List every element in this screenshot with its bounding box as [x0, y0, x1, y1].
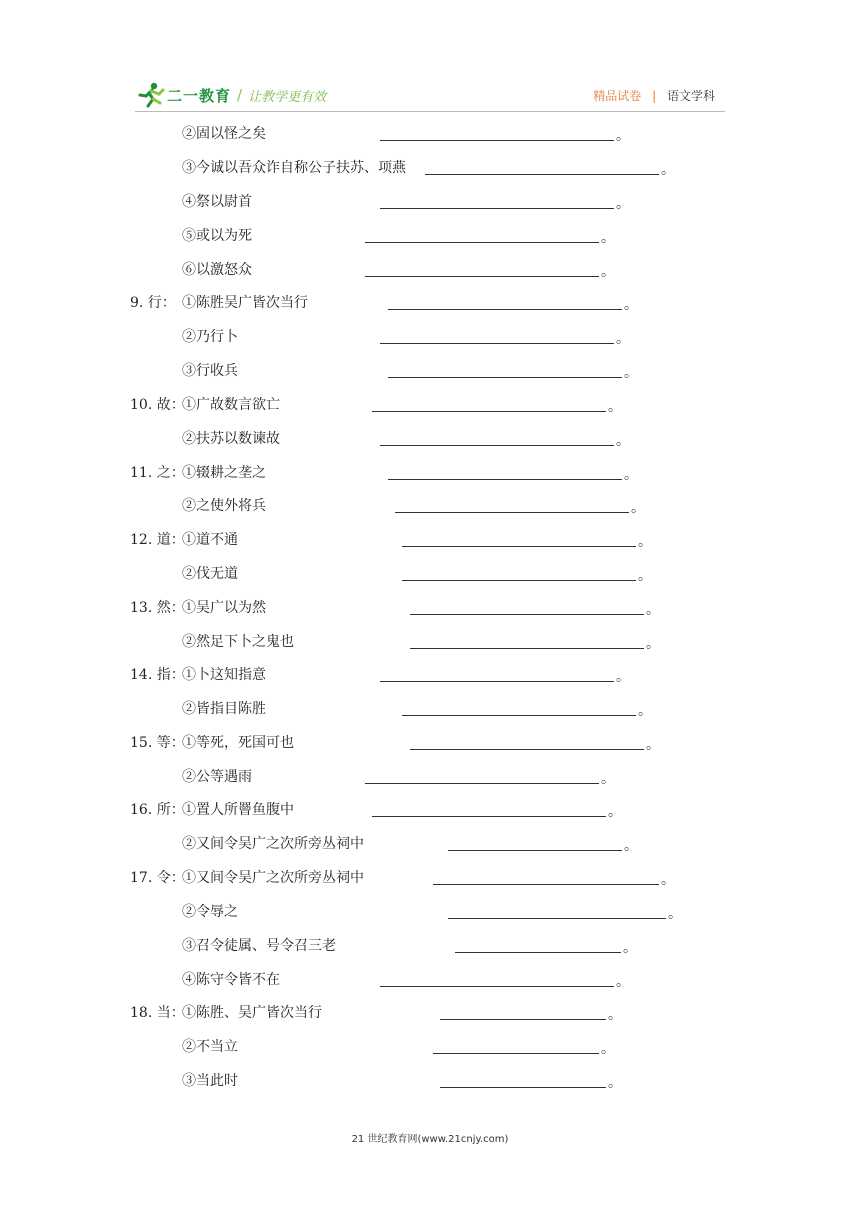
question-number: 13. 然：	[130, 600, 185, 616]
end-mark: 。	[638, 534, 652, 550]
answer-blank[interactable]	[365, 276, 599, 277]
answer-blank[interactable]	[433, 1053, 599, 1054]
question-item: ⑤或以为死	[182, 228, 252, 244]
question-item: ④祭以尉首	[182, 194, 252, 210]
end-mark: 。	[624, 467, 638, 483]
answer-blank[interactable]	[402, 715, 636, 716]
question-number: 18. 当：	[130, 1005, 185, 1021]
question-item: ①陈胜、吴广皆次当行	[182, 1005, 322, 1021]
end-mark: 。	[624, 297, 638, 313]
question-number: 10. 故：	[130, 397, 185, 413]
answer-blank[interactable]	[448, 918, 666, 919]
question-item: ⑥以激怒众	[182, 262, 252, 278]
end-mark: 。	[646, 636, 660, 652]
question-number: 15. 等：	[130, 735, 185, 751]
end-mark: 。	[646, 737, 660, 753]
logo-slash: /	[237, 86, 243, 104]
question-number: 14. 指：	[130, 667, 185, 683]
answer-blank[interactable]	[440, 1087, 606, 1088]
answer-blank[interactable]	[425, 174, 659, 175]
end-mark: 。	[624, 365, 638, 381]
answer-blank[interactable]	[395, 512, 629, 513]
question-number: 17. 令：	[130, 870, 185, 886]
logo-text: 二一教育	[167, 86, 232, 105]
question-item: ②固以怪之矣	[182, 126, 266, 142]
end-mark: 。	[601, 771, 615, 787]
answer-blank[interactable]	[388, 309, 622, 310]
question-item: ②乃行卜	[182, 329, 238, 345]
question-item: ②公等遇雨	[182, 769, 252, 785]
answer-blank[interactable]	[410, 648, 644, 649]
question-item: ②不当立	[182, 1039, 238, 1055]
end-mark: 。	[661, 872, 675, 888]
answer-blank[interactable]	[365, 783, 599, 784]
end-mark: 。	[601, 264, 615, 280]
answer-blank[interactable]	[455, 952, 621, 953]
subject-label: 语文学科	[666, 89, 715, 103]
question-item: ③行收兵	[182, 363, 238, 379]
question-item: ①陈胜吴广皆次当行	[182, 295, 308, 311]
answer-blank[interactable]	[410, 749, 644, 750]
answer-blank[interactable]	[388, 479, 622, 480]
answer-blank[interactable]	[372, 411, 606, 412]
paper-tag: 精品试卷	[593, 89, 642, 103]
end-mark: 。	[616, 128, 630, 144]
end-mark: 。	[616, 433, 630, 449]
question-item: ②又间令吴广之次所旁丛祠中	[182, 836, 364, 852]
end-mark: 。	[624, 838, 638, 854]
question-item: ①道不通	[182, 532, 238, 548]
answer-blank[interactable]	[380, 140, 614, 141]
question-item: ②伐无道	[182, 566, 238, 582]
end-mark: 。	[646, 602, 660, 618]
answer-blank[interactable]	[365, 242, 599, 243]
question-item: ①辍耕之垄之	[182, 465, 266, 481]
answer-blank[interactable]	[380, 208, 614, 209]
question-item: ①广故数言欲亡	[182, 397, 280, 413]
answer-blank[interactable]	[448, 850, 622, 851]
question-item: ①卜这知指意	[182, 667, 266, 683]
question-item: ②皆指目陈胜	[182, 701, 266, 717]
end-mark: 。	[601, 230, 615, 246]
question-item: ②之使外将兵	[182, 498, 266, 514]
answer-blank[interactable]	[380, 445, 614, 446]
question-item: ①又间令吴广之次所旁丛祠中	[182, 870, 364, 886]
question-number: 11. 之：	[130, 465, 185, 481]
end-mark: 。	[608, 1075, 622, 1091]
header-separator: |	[652, 89, 657, 103]
end-mark: 。	[661, 162, 675, 178]
end-mark: 。	[616, 669, 630, 685]
page-footer: 21 世纪教育网(www.21cnjy.com)	[351, 1134, 509, 1145]
question-item: ①吴广以为然	[182, 600, 266, 616]
end-mark: 。	[608, 399, 622, 415]
logo-slogan: 让教学更有效	[248, 89, 327, 105]
question-item: ③今诚以吾众诈自称公子扶苏、项燕	[182, 160, 406, 176]
answer-blank[interactable]	[380, 681, 614, 682]
question-item: ②然足下卜之鬼也	[182, 634, 294, 650]
answer-blank[interactable]	[433, 884, 659, 885]
end-mark: 。	[616, 974, 630, 990]
end-mark: 。	[608, 1007, 622, 1023]
end-mark: 。	[623, 940, 637, 956]
question-item: ④陈守令皆不在	[182, 972, 280, 988]
question-item: ②令辱之	[182, 904, 238, 920]
end-mark: 。	[668, 906, 682, 922]
answer-blank[interactable]	[402, 580, 636, 581]
question-number: 9. 行：	[130, 295, 176, 311]
answer-blank[interactable]	[410, 614, 644, 615]
end-mark: 。	[616, 196, 630, 212]
question-item: ③当此时	[182, 1073, 238, 1089]
question-item: ①置人所罾鱼腹中	[182, 802, 294, 818]
answer-blank[interactable]	[440, 1019, 606, 1020]
question-item: ③召令徒属、号令召三老	[182, 938, 336, 954]
end-mark: 。	[608, 804, 622, 820]
end-mark: 。	[638, 568, 652, 584]
answer-blank[interactable]	[380, 986, 614, 987]
answer-blank[interactable]	[388, 377, 622, 378]
question-item: ②扶苏以数谏故	[182, 431, 280, 447]
answer-blank[interactable]	[372, 816, 606, 817]
answer-blank[interactable]	[380, 343, 614, 344]
answer-blank[interactable]	[402, 546, 636, 547]
question-number: 12. 道：	[130, 532, 185, 548]
end-mark: 。	[631, 500, 645, 516]
end-mark: 。	[601, 1041, 615, 1057]
end-mark: 。	[616, 331, 630, 347]
question-number: 16. 所：	[130, 802, 185, 818]
question-item: ①等死，死国可也	[182, 735, 294, 751]
end-mark: 。	[638, 703, 652, 719]
